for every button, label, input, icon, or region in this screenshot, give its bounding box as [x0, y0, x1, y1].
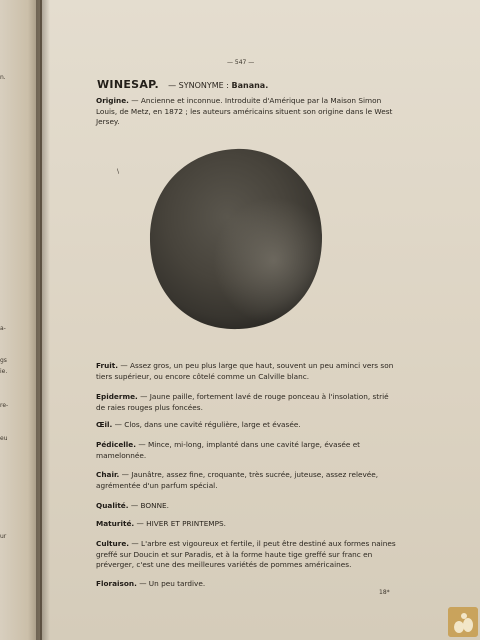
entry-label: Epiderme. [96, 392, 138, 401]
description-entry [96, 392, 396, 413]
entry-text: — Jaunâtre, assez fine, croquante, très sucrée, juteuse, assez relevée, agrémentée d'un parfum spécial. [96, 470, 379, 490]
entry-text: — Clos, dans une cavité régulière, large et évasée. [114, 420, 301, 429]
entry-label: Fruit. [96, 361, 119, 370]
entry-label: Œil. [96, 420, 113, 429]
signature-mark: 18* [379, 589, 390, 596]
entry-label: Maturité. [96, 519, 135, 528]
entry-text: — Mince, mi-long, implanté dans une cavité large, évasée et mamelonnée. [96, 440, 361, 460]
description-entry [96, 361, 396, 382]
facing-page-fragment: eu [0, 435, 8, 442]
description-entry [96, 539, 396, 571]
synonym-value: Banana. [231, 81, 269, 90]
facing-page-fragment: re- [0, 402, 9, 409]
facing-page-fragment: a- [0, 325, 6, 332]
entry-label: Culture. [96, 539, 130, 548]
book-gutter-shadow [36, 0, 50, 640]
description-entry [96, 519, 396, 530]
entry-text: — Un peu tardive. [139, 579, 206, 588]
pear-logo-icon [448, 607, 478, 637]
entry-label: Pédicelle. [96, 440, 137, 449]
entry-text: — BONNE. [130, 501, 169, 510]
page-number: — 547 — [227, 59, 255, 66]
variety-heading [97, 73, 268, 92]
facing-page-fragment: gs [0, 357, 7, 364]
description-entry [96, 420, 396, 431]
entry-label: Floraison. [96, 579, 137, 588]
entry-label: Chair. [96, 470, 120, 479]
entry-text: — HIVER ET PRINTEMPS. [136, 519, 226, 528]
entry-text: — Jaune paille, fortement lavé de rouge ponceau à l'insolation, strié de raies rouges plus foncées. [96, 392, 389, 412]
synonym [168, 81, 268, 90]
entry-text: — Assez gros, un peu plus large que haut, souvent un peu aminci vers son tiers supérieur, ou encore côtelé comme un Calville blanc. [96, 361, 394, 381]
description-entry [96, 579, 396, 590]
photo-mark: \ [117, 168, 120, 175]
entry-label: Qualité. [96, 501, 129, 510]
origin-text: — Ancienne et inconnue. Introduite d'Amérique par la Maison Simon Louis, de Metz, en 1872 ; les auteurs américains situent son origine dans le West Jersey. [96, 96, 393, 126]
facing-page-fragment: n. [0, 74, 6, 81]
facing-page-edge [0, 0, 40, 640]
description-entry [96, 501, 396, 512]
variety-name: WINESAP. [97, 78, 160, 91]
origin-label: Origine. [96, 96, 129, 105]
apple-photograph [147, 143, 325, 331]
description-entry [96, 470, 396, 491]
facing-page-fragment: ie. [0, 368, 8, 375]
apple-highlight [150, 149, 322, 329]
entry-text: — L'arbre est vigoureux et fertile, il peut être destiné aux formes naines greffé sur Doucin et sur Paradis, et à la forme haute tige greffé sur franc en préverger, c'est une des meilleures variétés de pommes américaines. [96, 539, 396, 569]
description-entry [96, 440, 396, 461]
synonym-label: — SYNONYME : [168, 81, 229, 90]
origin-paragraph [96, 96, 396, 128]
facing-page-fragment: ur [0, 533, 7, 540]
